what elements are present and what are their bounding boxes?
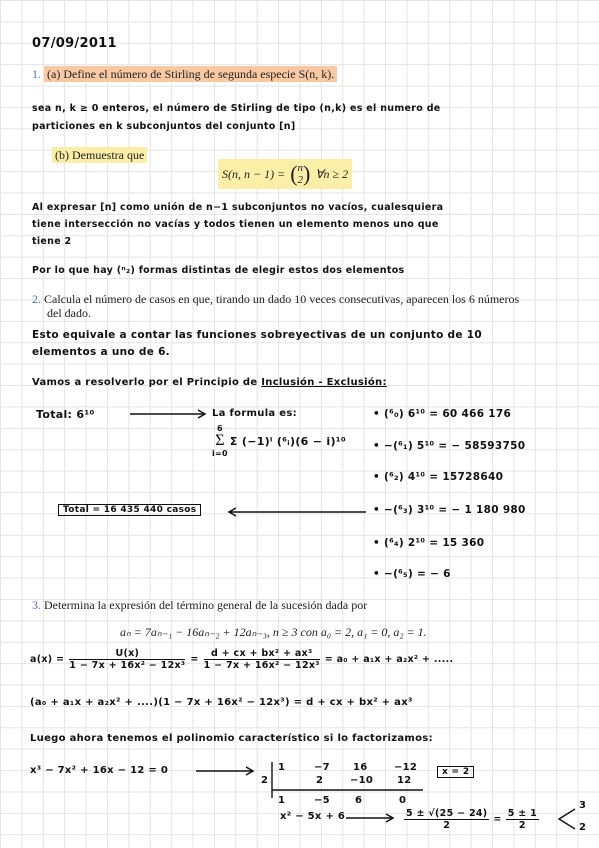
- sum-bottom: i=0: [212, 449, 228, 458]
- gen-eq: =: [190, 654, 199, 665]
- problem-1a: [32, 67, 337, 82]
- problem-1a-statement: [44, 66, 337, 82]
- problem-1-number: 1.: [32, 67, 41, 81]
- ruffini-r1-c3: 16: [353, 762, 368, 773]
- term-6: • −(⁶₅) = − 6: [373, 568, 451, 580]
- problem-1b-statement: [52, 147, 147, 163]
- ruffini-r3-c1: 1: [278, 795, 286, 806]
- problem-2: [32, 292, 519, 320]
- arrow-right-icon-2: [196, 766, 256, 776]
- sum-body: Σ (−1)ⁱ (⁶ᵢ)(6 − i)¹⁰: [229, 434, 347, 448]
- binomial-top: n: [297, 162, 304, 174]
- term-4: • −(⁶₃) 3¹⁰ = − 1 180 980: [373, 504, 526, 516]
- gen-fraction-1: [69, 648, 185, 671]
- gen-rhs: = a₀ + a₁x + a₂x² + .....: [324, 654, 454, 665]
- sum-symbol: 6 Σ i=0: [212, 424, 228, 458]
- sum-formula: [212, 424, 346, 458]
- ruffini-r2-c1: 2: [316, 775, 324, 786]
- binomial-bottom: 2: [297, 174, 304, 186]
- quadratic-formula: [404, 808, 539, 831]
- problem-2-number: 2.: [32, 292, 41, 306]
- quad-num-1: 5 ± √(25 − 24): [406, 808, 488, 819]
- formula-rhs: ∀n ≥ 2: [315, 166, 349, 181]
- ruffini-r1-c2: −7: [314, 762, 330, 773]
- sum-top: 6: [217, 424, 223, 433]
- gen-lhs: a(x) =: [30, 654, 65, 665]
- ruffini-r1-c4: −12: [394, 762, 418, 773]
- quad-den-2: 2: [518, 820, 526, 831]
- branch-icon: [557, 806, 577, 832]
- ruffini-r2-c2: −10: [350, 775, 374, 786]
- method-prefix: Vamos a resolverlo por el Principio de: [32, 377, 258, 388]
- term-2: • −(⁶₁) 5¹⁰ = − 58593750: [373, 440, 526, 452]
- answer-2-line-1: Esto equivale a contar las funciones sobreyectivas de un conjunto de 10: [32, 329, 482, 341]
- ruffini-r1-c1: 1: [278, 762, 286, 773]
- term-3: • (⁶₂) 4¹⁰ = 15728640: [373, 471, 504, 483]
- arrow-right-icon-3: [346, 813, 396, 823]
- problem-1a-label: (a): [47, 67, 61, 81]
- problem-2-text-line-1: Calcula el número de casos en que, tirando un dado 10 veces consecutivas, aparecen los 6 números: [44, 292, 520, 306]
- answer-1a-line-1: sea n, k ≥ 0 enteros, el número de Stirling de tipo (n,k) es el numero de: [32, 103, 441, 114]
- answer-1b-line-4: Por lo que hay (ⁿ₂) formas distintas de elegir estos dos elementos: [32, 265, 405, 276]
- answer-1b-line-2: tiene intersección no vacías y todos tienen un elemento menos uno que: [32, 219, 439, 230]
- generating-function: [30, 648, 453, 671]
- problem-3-number: 3.: [32, 598, 41, 612]
- answer-1a-line-2: particiones en k subconjuntos del conjunto [n]: [32, 121, 296, 132]
- ruffini-r2-c3: 12: [397, 775, 412, 786]
- recurrence: aₙ = 7aₙ₋₁ − 16aₙ₋₂ + 12aₙ₋₃, n ≥ 3 con a₀ = 2, a₁ = 0, a₂ = 1.: [120, 625, 427, 639]
- arrow-left-icon: [226, 507, 366, 517]
- total-label: Total: 6¹⁰: [36, 408, 95, 421]
- polynomial: x³ − 7x² + 16x − 12 = 0: [30, 765, 169, 776]
- product-line: (a₀ + a₁x + a₂x² + ....)(1 − 7x + 16x² − 12x³) = d + cx + bx² + ax³: [30, 697, 413, 708]
- formula-label: La formula es:: [212, 408, 297, 419]
- formula-lhs: S(n, n − 1) =: [222, 166, 286, 181]
- term-5: • (⁶₄) 2¹⁰ = 15 360: [373, 537, 485, 549]
- date: 07/09/2011: [32, 36, 117, 51]
- quadratic: x² − 5x + 6: [280, 811, 346, 822]
- binomial: ( n 2 ): [290, 161, 311, 186]
- gen-den-2: 1 − 7x + 16x² − 12x³: [203, 660, 320, 671]
- ruffini-r3-c4: 0: [399, 795, 407, 806]
- problem-1b-text: Demuestra que: [72, 148, 145, 162]
- method-line: [32, 377, 387, 388]
- problem-1b: [52, 148, 147, 163]
- arrow-right-icon: [130, 409, 210, 419]
- problem-2-text-line-2: del dado.: [47, 306, 91, 320]
- characteristic-line: Luego ahora tenemos el polinomio característico si lo factorizamos:: [30, 733, 433, 744]
- gen-num-1: U(x): [69, 648, 185, 660]
- root-box: x = 2: [437, 766, 474, 778]
- quad-fraction-2: [506, 808, 539, 831]
- answer-1b-line-3: tiene 2: [32, 236, 72, 247]
- problem-1b-label: (b): [55, 148, 69, 162]
- ruffini-root: 2: [261, 775, 269, 786]
- quad-eq: =: [493, 814, 502, 825]
- ruffini-r3-c3: 6: [355, 795, 363, 806]
- term-1: • (⁶₀) 6¹⁰ = 60 466 176: [373, 408, 512, 420]
- quad-den-1: 2: [443, 820, 451, 831]
- gen-den-1: 1 − 7x + 16x² − 12x³: [69, 660, 186, 671]
- answer-2-line-2: elementos a uno de 6.: [32, 346, 170, 358]
- quad-num-2: 5 ± 1: [507, 808, 537, 819]
- root-b: 2: [579, 822, 587, 833]
- gen-num-2: d + cx + bx² + ax³: [204, 648, 320, 660]
- method-underlined: Inclusión - Exclusión:: [261, 377, 387, 388]
- ruffini-r3-c2: −5: [314, 795, 330, 806]
- root-a: 3: [579, 800, 587, 811]
- quad-fraction-1: [404, 808, 489, 831]
- gen-fraction-2: [204, 648, 320, 671]
- problem-1b-formula: [218, 159, 352, 189]
- problem-1a-text: Define el número de Stirling de segunda especie S(n, k).: [63, 67, 335, 81]
- problem-3-text: Determina la expresión del término general de la sucesión dada por: [44, 598, 368, 612]
- problem-3: [32, 598, 367, 613]
- answer-1b-line-1: Al expresar [n] como unión de n−1 subconjuntos no vacíos, cualesquiera: [32, 202, 444, 213]
- total-result: Total = 16 435 440 casos: [58, 504, 201, 516]
